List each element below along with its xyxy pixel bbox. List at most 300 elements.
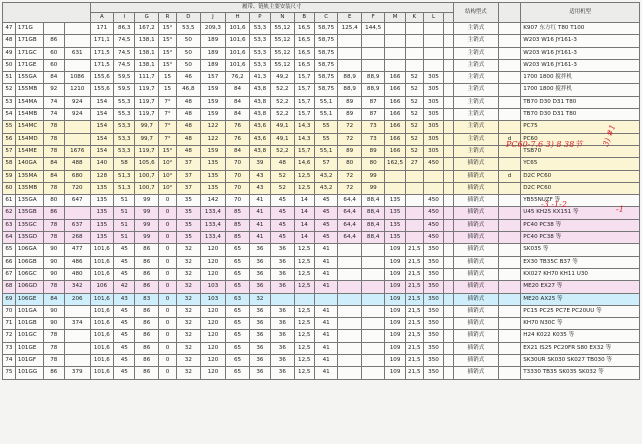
table-cell: 插销式 [453, 355, 498, 367]
table-cell: 60 [3, 182, 16, 194]
table-cell: 154MB [15, 109, 43, 121]
table-cell [405, 23, 423, 35]
table-cell: 59,5 [114, 84, 135, 96]
table-row [3, 330, 640, 342]
table-cell [385, 47, 405, 59]
table-cell: 71 [3, 318, 16, 330]
table-cell: 0 [158, 355, 176, 367]
table-cell: 55,3 [114, 96, 135, 108]
table-cell [405, 182, 423, 194]
table-cell [64, 35, 90, 47]
table-cell: 62 [3, 207, 16, 219]
table-cell: 主销式 [453, 145, 498, 157]
table-cell: 171,1 [90, 35, 114, 47]
table-cell: 插销式 [453, 281, 498, 293]
table-cell: 55,3 [114, 109, 135, 121]
table-cell: 84 [43, 158, 64, 170]
table-cell: 51 [114, 232, 135, 244]
table-cell: 16,5 [294, 59, 314, 71]
table-cell [385, 182, 405, 194]
table-cell: 12,5 [294, 244, 314, 256]
table-cell: 65 [226, 305, 250, 317]
header-row-1 [3, 3, 640, 13]
table-cell: 51 [114, 195, 135, 207]
table-cell: 86 [43, 207, 64, 219]
table-cell: 0 [158, 256, 176, 268]
table-cell: 15 [158, 84, 176, 96]
table-cell: 46,8 [177, 84, 201, 96]
table-cell: 41 [314, 342, 338, 354]
table-cell: 138,1 [135, 59, 159, 71]
table-cell: 插销式 [453, 367, 498, 379]
table-cell: 80 [43, 195, 64, 207]
table-cell: 154 [90, 121, 114, 133]
table-cell: 45 [314, 207, 338, 219]
table-cell: 52 [405, 121, 423, 133]
table-cell: 0 [158, 195, 176, 207]
table-cell: 51,3 [114, 170, 135, 182]
table-cell: 122 [200, 121, 226, 133]
table-cell [444, 244, 454, 256]
table-cell: 83 [135, 293, 159, 305]
table-cell [385, 23, 405, 35]
table-cell: 70 [3, 305, 16, 317]
table-row [3, 109, 640, 121]
table-cell: 166 [385, 133, 405, 145]
table-cell: SK30UR SK030 SK027 TB030 等 [521, 355, 640, 367]
table-cell: 21,5 [405, 355, 423, 367]
table-cell: 45 [314, 219, 338, 231]
table-cell: 135 [385, 232, 405, 244]
table-cell: 119,7 [135, 109, 159, 121]
table-cell: 101,6 [90, 244, 114, 256]
table-cell: 89 [361, 145, 385, 157]
table-cell: 51 [3, 72, 16, 84]
table-cell: 90 [43, 256, 64, 268]
table-row [3, 59, 640, 71]
table-cell: 48 [177, 96, 201, 108]
table-cell: 135 [200, 182, 226, 194]
table-cell [294, 293, 314, 305]
table-cell [444, 293, 454, 305]
table-cell: 15° [158, 59, 176, 71]
table-cell: T3330 TB35 SK035 SK032 等 [521, 367, 640, 379]
table-cell: 36 [271, 268, 295, 280]
table-cell [405, 207, 423, 219]
table-cell: 36 [249, 244, 270, 256]
table-cell: 插销式 [453, 256, 498, 268]
table-cell: 32 [177, 244, 201, 256]
table-cell: 32 [177, 330, 201, 342]
table-cell [361, 367, 385, 379]
track-spec-table [2, 2, 640, 380]
table-cell: 39 [249, 158, 270, 170]
table-cell: 43,8 [249, 145, 270, 157]
table-cell: 64,4 [338, 219, 362, 231]
table-cell: 101,6 [90, 330, 114, 342]
header-letter: I [114, 13, 135, 23]
table-cell: 101,6 [226, 35, 250, 47]
table-cell: 350 [423, 355, 443, 367]
table-cell: 106GD [15, 281, 43, 293]
table-cell: 63 [3, 219, 16, 231]
table-cell: 450 [423, 195, 443, 207]
table-cell: 99 [135, 207, 159, 219]
table-cell: 88,9 [338, 84, 362, 96]
table-cell: 86 [43, 35, 64, 47]
table-cell [361, 355, 385, 367]
table-cell: 53,3 [114, 145, 135, 157]
table-cell: 155MB [15, 84, 43, 96]
header-letter: F [361, 13, 385, 23]
table-cell: 171GB [15, 35, 43, 47]
table-cell: 55,12 [271, 23, 295, 35]
table-cell: 主销式 [453, 35, 498, 47]
table-row [3, 367, 640, 379]
table-cell: 86 [43, 367, 64, 379]
table-cell: W203 W16 JY161-3 [521, 35, 640, 47]
table-cell: 105,6 [135, 158, 159, 170]
table-cell: 43,8 [249, 109, 270, 121]
table-cell [64, 305, 90, 317]
table-cell [444, 59, 454, 71]
table-cell: 53,3 [249, 35, 270, 47]
table-cell [64, 342, 90, 354]
table-cell: KH70 N30C 等 [521, 318, 640, 330]
table-cell: 78 [43, 145, 64, 157]
table-cell: 109 [385, 330, 405, 342]
table-cell: 154 [90, 133, 114, 145]
table-cell: 74,5 [114, 47, 135, 59]
table-cell: 109 [385, 355, 405, 367]
table-cell: 84 [226, 145, 250, 157]
table-cell: 78 [43, 219, 64, 231]
table-cell: 12,5 [294, 256, 314, 268]
table-cell: EX30 TB35C B37 等 [521, 256, 640, 268]
table-cell: 70 [226, 170, 250, 182]
table-cell: 43,2 [314, 182, 338, 194]
table-row [3, 35, 640, 47]
table-cell: 86 [135, 330, 159, 342]
table-cell: 135 [90, 195, 114, 207]
table-cell: 171,5 [90, 59, 114, 71]
table-cell: 65 [3, 244, 16, 256]
table-cell [444, 84, 454, 96]
table-cell: 36 [271, 330, 295, 342]
table-cell [498, 109, 520, 121]
table-cell: 101,6 [90, 367, 114, 379]
table-cell: 74,5 [114, 59, 135, 71]
table-cell: 41 [249, 232, 270, 244]
table-cell: 55 [314, 121, 338, 133]
table-cell [64, 207, 90, 219]
table-cell [361, 318, 385, 330]
table-cell [498, 293, 520, 305]
table-cell: 87 [361, 96, 385, 108]
handwritten-note: PC60-7.6 3) 8 38节 [506, 140, 583, 149]
header-letter: J [200, 13, 226, 23]
table-cell: 主销式 [453, 59, 498, 71]
table-cell: 58 [3, 158, 16, 170]
table-cell: 57 [314, 158, 338, 170]
table-cell: 插销式 [453, 268, 498, 280]
table-cell: 106GE [15, 293, 43, 305]
table-cell: 主销式 [453, 133, 498, 145]
table-cell: 58 [114, 158, 135, 170]
table-cell: 101,6 [90, 318, 114, 330]
table-cell: 0 [158, 330, 176, 342]
table-cell: 16,5 [294, 35, 314, 47]
table-cell: 109 [385, 281, 405, 293]
table-cell [498, 47, 520, 59]
table-cell: 99 [135, 232, 159, 244]
table-cell: 100,7 [135, 170, 159, 182]
table-cell: 41,3 [249, 72, 270, 84]
table-cell: 45 [314, 232, 338, 244]
table-cell: 0 [158, 293, 176, 305]
table-cell [361, 330, 385, 342]
table-cell: 12,5 [294, 330, 314, 342]
table-cell: 36 [249, 256, 270, 268]
table-cell: 166 [385, 121, 405, 133]
table-cell: 135GA [15, 195, 43, 207]
table-cell: 166 [385, 96, 405, 108]
table-cell: 59 [3, 170, 16, 182]
table-cell: 36 [249, 281, 270, 293]
table-cell: D2C PC60 [521, 182, 640, 194]
table-cell: 58,75 [314, 59, 338, 71]
spec-sheet [2, 2, 640, 380]
table-cell: 342 [64, 281, 90, 293]
table-cell: 32 [177, 256, 201, 268]
table-cell [498, 84, 520, 96]
table-cell: 73 [3, 342, 16, 354]
table-cell: 32 [177, 281, 201, 293]
table-cell: 插销式 [453, 232, 498, 244]
table-cell: 32 [177, 342, 201, 354]
table-cell: 7° [158, 121, 176, 133]
table-cell: 166 [385, 72, 405, 84]
table-cell: 21,5 [405, 244, 423, 256]
table-cell: 插销式 [453, 244, 498, 256]
table-cell: 15,7 [294, 109, 314, 121]
table-cell: 305 [423, 72, 443, 84]
table-cell: 73 [361, 121, 385, 133]
table-cell [498, 330, 520, 342]
table-cell: 70 [226, 182, 250, 194]
table-cell: 78 [43, 330, 64, 342]
table-cell [338, 305, 362, 317]
table-cell: 78 [43, 121, 64, 133]
table-cell [498, 244, 520, 256]
table-cell: 90 [43, 318, 64, 330]
table-cell: 52 [271, 182, 295, 194]
table-cell: 55,12 [271, 35, 295, 47]
table-cell: 135 [90, 207, 114, 219]
table-cell: 48 [271, 158, 295, 170]
table-cell [423, 47, 443, 59]
table-cell: PC40 PC38 等 [521, 232, 640, 244]
table-row [3, 158, 640, 170]
table-cell: 15° [158, 145, 176, 157]
header-letter: H [226, 13, 250, 23]
table-cell: 主销式 [453, 109, 498, 121]
table-cell: 120 [200, 342, 226, 354]
table-cell: 189 [200, 47, 226, 59]
table-cell: 135 [90, 232, 114, 244]
table-cell [423, 182, 443, 194]
table-cell: 53,5 [177, 23, 201, 35]
table-cell: 450 [423, 158, 443, 170]
table-cell: 51 [114, 207, 135, 219]
table-cell: 155GA [15, 72, 43, 84]
table-cell: 15,7 [294, 84, 314, 96]
table-cell [498, 121, 520, 133]
table-cell: 36 [249, 355, 270, 367]
table-cell: 101,6 [90, 293, 114, 305]
table-cell: 120 [200, 330, 226, 342]
table-cell [444, 367, 454, 379]
table-cell: 109 [385, 342, 405, 354]
table-cell: 36 [249, 330, 270, 342]
table-cell: 101GF [15, 355, 43, 367]
table-cell [498, 158, 520, 170]
table-cell: 12,5 [294, 342, 314, 354]
table-cell: 86 [135, 281, 159, 293]
header-letter: E [338, 13, 362, 23]
table-cell: 101,6 [90, 355, 114, 367]
table-cell: 65 [226, 367, 250, 379]
table-cell: 92 [43, 84, 64, 96]
table-cell: 78 [43, 232, 64, 244]
table-cell [498, 72, 520, 84]
table-row [3, 281, 640, 293]
table-cell: 78 [43, 355, 64, 367]
header-letter: B [294, 13, 314, 23]
table-cell: d [498, 133, 520, 145]
table-cell: 99,7 [135, 133, 159, 145]
table-cell: 73 [361, 133, 385, 145]
table-cell: 101,6 [90, 342, 114, 354]
table-cell: 32 [177, 367, 201, 379]
table-cell: 0 [158, 305, 176, 317]
table-cell [361, 256, 385, 268]
table-cell [444, 133, 454, 145]
table-cell: 166 [385, 84, 405, 96]
table-cell [444, 232, 454, 244]
table-cell [43, 23, 64, 35]
table-cell: 36 [271, 244, 295, 256]
table-cell: 58,75 [314, 23, 338, 35]
header-gap [498, 3, 520, 23]
table-cell: 32 [177, 268, 201, 280]
table-cell: 88,9 [361, 72, 385, 84]
table-cell: 72 [338, 170, 362, 182]
table-cell: 305 [423, 96, 443, 108]
header-letter: M [385, 13, 405, 23]
table-cell: 55,12 [271, 47, 295, 59]
table-cell: 76 [226, 133, 250, 145]
table-cell [405, 47, 423, 59]
table-cell: 138,1 [135, 47, 159, 59]
table-cell: 21,5 [405, 268, 423, 280]
table-cell: 135 [385, 219, 405, 231]
table-cell: 122 [200, 133, 226, 145]
table-cell: 101GE [15, 342, 43, 354]
table-cell: 159 [200, 96, 226, 108]
table-cell: 32 [177, 305, 201, 317]
table-cell: 21,5 [405, 318, 423, 330]
table-cell: 924 [64, 109, 90, 121]
table-cell: 86 [135, 244, 159, 256]
table-cell [361, 35, 385, 47]
table-cell: 637 [64, 219, 90, 231]
table-row [3, 72, 640, 84]
table-cell: 45 [271, 207, 295, 219]
table-cell: 89 [338, 109, 362, 121]
table-cell: 36 [249, 268, 270, 280]
table-cell: 379 [64, 367, 90, 379]
table-cell: 35 [177, 207, 201, 219]
table-cell: 15° [158, 35, 176, 47]
table-cell: 32 [177, 355, 201, 367]
table-cell: 0 [158, 318, 176, 330]
table-cell: 72 [3, 330, 16, 342]
table-cell [444, 207, 454, 219]
table-cell: 119,7 [135, 96, 159, 108]
table-cell: 14 [294, 232, 314, 244]
table-cell: 80 [338, 158, 362, 170]
table-cell: 374 [64, 318, 90, 330]
table-cell: 36 [249, 305, 270, 317]
table-cell: 64,4 [338, 195, 362, 207]
table-cell [444, 121, 454, 133]
table-cell: 120 [200, 367, 226, 379]
table-cell: 43,2 [314, 170, 338, 182]
table-cell: 52 [405, 109, 423, 121]
table-cell: 58,75 [314, 47, 338, 59]
table-cell: 49,1 [271, 133, 295, 145]
table-cell: 128 [90, 170, 114, 182]
table-cell [444, 256, 454, 268]
table-cell: 36 [271, 342, 295, 354]
table-cell: 450 [423, 219, 443, 231]
table-cell: K907 东方红 T80 T100 [521, 23, 640, 35]
table-cell: 65 [226, 244, 250, 256]
table-cell: 86 [135, 256, 159, 268]
header-structure: 结构型式 [453, 3, 498, 23]
table-cell: 109 [385, 367, 405, 379]
table-cell: 59,5 [114, 72, 135, 84]
table-cell: 55,12 [271, 59, 295, 71]
table-cell: 477 [64, 244, 90, 256]
table-cell: 49,2 [271, 72, 295, 84]
table-cell: 159 [200, 109, 226, 121]
table-cell [498, 281, 520, 293]
table-cell: 12,5 [294, 318, 314, 330]
table-cell: 133,4 [200, 219, 226, 231]
table-cell: 109 [385, 268, 405, 280]
table-cell: 16,5 [294, 47, 314, 59]
table-cell: 70 [226, 158, 250, 170]
table-cell: 109 [385, 256, 405, 268]
table-cell: 268 [64, 232, 90, 244]
handwritten-note: 3) #1 [601, 123, 618, 148]
table-row [3, 96, 640, 108]
table-cell: 12,5 [294, 182, 314, 194]
table-cell: 111,7 [135, 72, 159, 84]
table-cell: 101GC [15, 330, 43, 342]
